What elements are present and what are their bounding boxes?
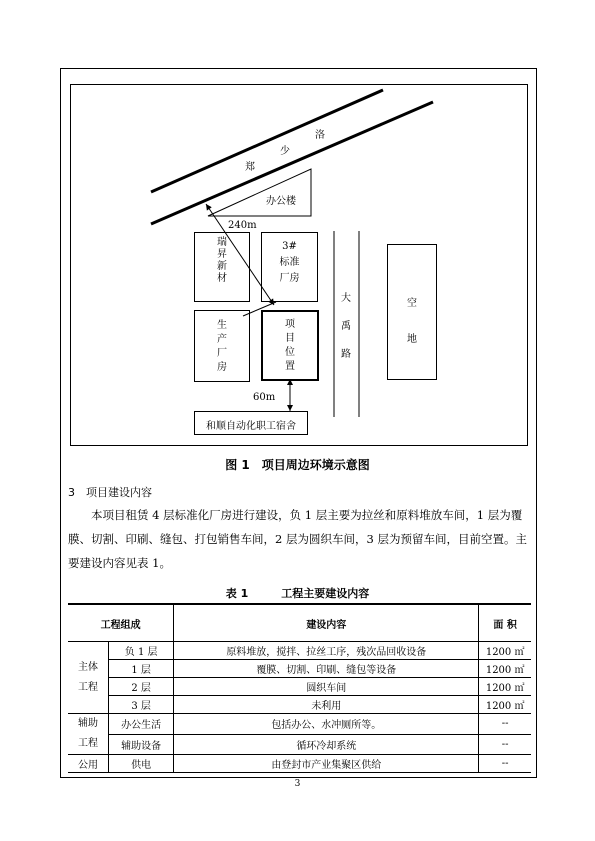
vacant-land [387, 244, 437, 380]
project-location [261, 310, 319, 381]
road-char-zheng: 郑 [245, 162, 255, 173]
ruiyi-label: 瑞 昇 新 材 [217, 237, 227, 284]
row-area: 1200 ㎡ [479, 642, 531, 660]
row-area: -- [479, 755, 531, 773]
table-row [68, 755, 531, 773]
building-3-standard [261, 232, 318, 302]
project-label: 项 目 位 置 [285, 319, 295, 372]
row-area: 1200 ㎡ [479, 696, 531, 714]
table-row [68, 734, 531, 755]
row-area: -- [479, 734, 531, 755]
group-public: 公用 [68, 755, 109, 773]
row-floor: 3 层 [109, 696, 174, 714]
table-row [68, 660, 531, 678]
row-content: 未利用 [174, 696, 479, 714]
table-row [68, 678, 531, 696]
figure-caption: 图 1 项目周边环境示意图 [225, 458, 370, 472]
section-title: 3 项目建设内容 [68, 486, 152, 499]
row-floor: 供电 [109, 755, 174, 773]
group-aux: 辅助 工程 [68, 714, 109, 755]
row-area: 1200 ㎡ [479, 678, 531, 696]
row-floor: 2 层 [109, 678, 174, 696]
page-number: 3 [294, 779, 301, 789]
production-label: 生 产 厂 房 [217, 320, 227, 373]
group-main: 主体 工程 [68, 642, 109, 714]
dayu-road-label: 大 禹 路 [341, 293, 351, 360]
table-row [68, 696, 531, 714]
construction-table [68, 603, 531, 773]
production-building [194, 310, 250, 382]
row-floor: 辅助设备 [109, 734, 174, 755]
ruiyi-building [194, 232, 250, 302]
row-content: 包括办公、水冲厕所等。 [174, 714, 479, 735]
building-3-label: 3# 标准 厂房 [279, 241, 300, 284]
table-row [68, 642, 531, 660]
row-floor: 负 1 层 [109, 642, 174, 660]
dormitory-label: 和顺自动化职工宿舍 [206, 421, 296, 432]
road-char-shao: 少 [280, 146, 290, 157]
header-content: 建设内容 [174, 604, 479, 642]
row-content: 由登封市产业集聚区供给 [174, 755, 479, 773]
body-paragraph: 本项目租赁 4 层标准化厂房进行建设，负 1 层主要为拉丝和原料堆放车间，1 层为覆膜、切割、印刷、缝包、打包销售车间，2 层为圆织车间，3 层为预留车间，目前空置。主要建设内容见表 1。 [68, 508, 527, 570]
office-label: 办公楼 [266, 196, 296, 207]
row-content: 覆膜、切割、印刷、缝包等设备 [174, 660, 479, 678]
table-caption: 表 1 工程主要建设内容 [225, 587, 370, 600]
row-content: 循环冷却系统 [174, 734, 479, 755]
row-floor: 办公生活 [109, 714, 174, 735]
header-area: 面 积 [479, 604, 531, 642]
vacant-label: 空 地 [407, 298, 417, 345]
table-header-row [68, 604, 531, 642]
row-content: 原料堆放，搅拌、拉丝工序，残次品回收设备 [174, 642, 479, 660]
distance-60-label: 60m [253, 392, 276, 403]
distance-240-label: 240m [228, 220, 257, 231]
row-area: -- [479, 714, 531, 735]
road-char-luo: 洛 [315, 130, 325, 141]
table-row [68, 714, 531, 735]
road-line-1 [151, 90, 383, 192]
row-content: 圆织车间 [174, 678, 479, 696]
site-map [70, 84, 528, 446]
row-floor: 1 层 [109, 660, 174, 678]
row-area: 1200 ㎡ [479, 660, 531, 678]
dormitory-building [194, 411, 308, 435]
header-composition: 工程组成 [68, 604, 174, 642]
